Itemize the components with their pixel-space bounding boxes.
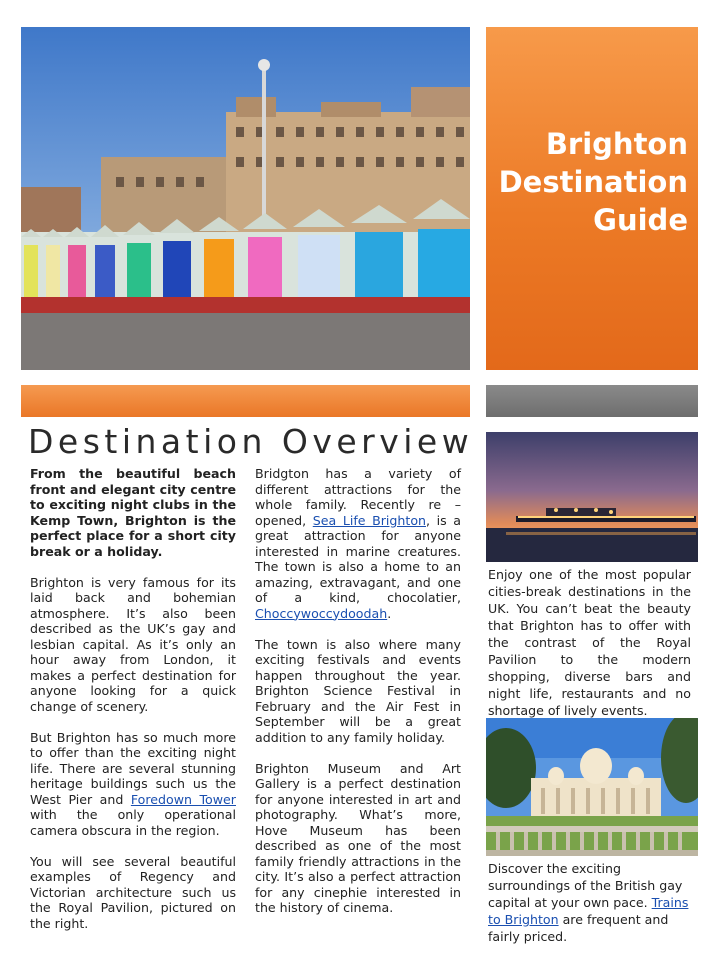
paragraph: Brighton is very famous for its laid back and bohemian atmosphere. It’s also been described as the UK’s gay and lesbian capital. As it’s only an hour away from London, it makes a perfect destination for anyone looking for a quick change of scenery. — [30, 574, 236, 714]
royal-pavilion-photo — [486, 718, 698, 856]
section-heading: Destination Overview — [28, 422, 474, 461]
title-line-1: Brighton — [545, 127, 688, 161]
intro-paragraph: From the beautiful beach front and elegant city centre to exciting night clubs in the Kemp Town, Brighton is the perfect place for a short city break or a holiday. — [30, 466, 236, 559]
foredown-tower-link[interactable]: Foredown Tower — [130, 791, 236, 807]
middle-column — [255, 466, 461, 931]
pier-sunset-photo — [486, 432, 698, 562]
hero-photo-beach-huts — [21, 27, 470, 370]
paragraph: Brighton Museum and Art Gallery is a perfect destination for anyone interested in art and photography. What’s more, Hove Museum has been described as one of the most family friendly attractions in the city. It’s also a perfect attraction for any cinephie interested in the history of cinema. — [255, 760, 461, 915]
orange-divider-bar — [21, 385, 470, 417]
title-line-2: Destination — [498, 165, 688, 199]
left-column — [30, 466, 236, 947]
title-panel — [486, 27, 698, 370]
caption-pier: Enjoy one of the most popular cities-break destinations in the UK. You can’t beat the beauty that Brighton has to offer with the contrast of the Royal Pavilion to the modern shopping, diverse bars and night life, restaurants and no shortage of lively events. — [488, 567, 691, 718]
gray-divider-bar — [486, 385, 698, 417]
trains-to-brighton-link[interactable]: Trains to Brighton — [488, 895, 689, 927]
paragraph: Bridgton has a variety of different attractions for the whole family. Recently re – opened, Sea Life Brighton, is a great attraction for anyone interested in marine creatures. The town is also a home to an amazing, extravagant, and one of a kind, chocolatier, Choccywoccydoodah. — [255, 466, 461, 621]
title-line-3: Guide — [593, 203, 688, 237]
guide-title — [488, 125, 688, 239]
choccywoccydoodah-link[interactable]: Choccywoccydoodah — [255, 605, 388, 621]
paragraph: You will see several beautiful examples of Regency and Victorian architecture such us the Royal Pavilion, pictured on the right. — [30, 853, 236, 931]
sea-life-brighton-link[interactable]: Sea Life Brighton — [312, 512, 427, 528]
caption-pavilion: Discover the exciting surroundings of the British gay capital at your own pace. Trains to Brighton are frequent and fairly priced. — [488, 861, 689, 944]
paragraph: The town is also where many exciting festivals and events happen throughout the year. Brighton Science Festival in February and the Air Fest in September will be a great addition to any family holiday. — [255, 636, 461, 745]
paragraph: But Brighton has so much more to offer than the exciting night life. There are several stunning heritage buildings such us the West Pier and Foredown Tower with the only operational camera obscura in the region. — [30, 729, 236, 838]
